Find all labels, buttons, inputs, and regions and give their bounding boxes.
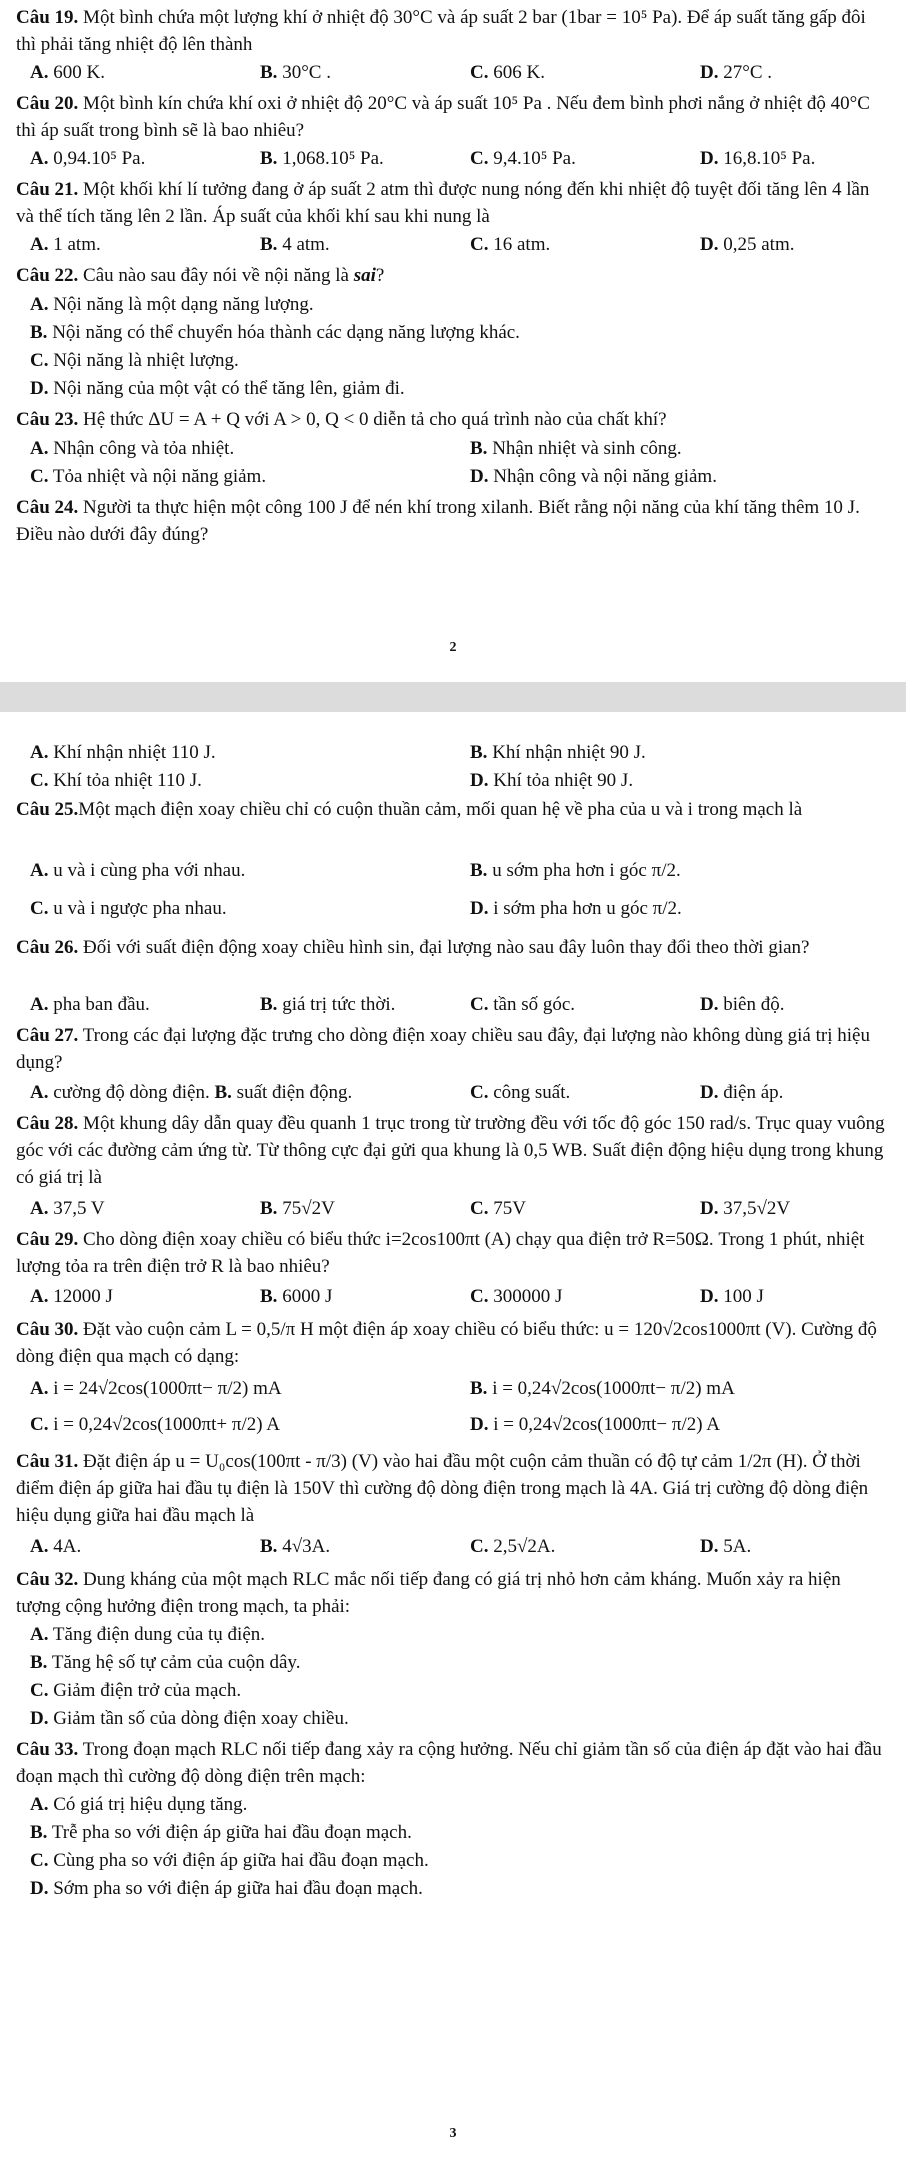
- question-32: Câu 32. Dung kháng của một mạch RLC mắc nối tiếp đang có giá trị nhỏ hơn cảm kháng. Muốn xảy ra hiện tượng cộng hưởng điện trong mạch, ta phải:: [16, 1569, 841, 1617]
- option-32c: C. Giảm điện trở của mạch.: [30, 1680, 242, 1701]
- question-28: Câu 28. Một khung dây dẫn quay đều quanh 1 trục trong từ trường đều với tốc độ góc 150 rad/s. Trục quay vuông góc với các đường cảm ứng từ. Từ thông cực đại gửi qua khung là 0,5 WB. Suất điện động hiệu dụng trong khung có giá trị là: [16, 1113, 885, 1188]
- question-23: Câu 23. Hệ thức ΔU = A + Q với A > 0, Q < 0 diễn tả cho quá trình nào của chất khí?: [16, 409, 667, 430]
- question-21: Câu 21. Một khối khí lí tưởng đang ở áp suất 2 atm thì được nung nóng đến khi nhiệt độ tuyệt đối tăng lên 4 lần và thể tích tăng lên 2 lần. Áp suất của khối khí sau khi nung là: [16, 179, 870, 227]
- option-33d: D. Sớm pha so với điện áp giữa hai đầu đoạn mạch.: [30, 1878, 423, 1899]
- question-25: Câu 25.Một mạch điện xoay chiều chỉ có cuộn thuần cảm, mối quan hệ về pha của u và i trong mạch là: [16, 799, 803, 820]
- question-27: Câu 27. Trong các đại lượng đặc trưng cho dòng điện xoay chiều sau đây, đại lượng nào không dùng giá trị hiệu dụng?: [16, 1025, 870, 1073]
- option-32d: D. Giảm tần số của dòng điện xoay chiều.: [30, 1708, 349, 1729]
- question-31: Câu 31. Đặt điện áp u = U₀cos(100πt - π/3) (V) vào hai đầu một cuộn cảm thuần có độ tự cảm 1/2π (H). Ở thời điểm điện áp giữa hai đầu tụ điện là 150V thì cường độ dòng điện trong mạch là 4A. Giá trị cường độ dòng điện hiệu dụng giữa hai đầu mạch là: [16, 1451, 869, 1526]
- question-26: Câu 26. Đối với suất điện động xoay chiều hình sin, đại lượng nào sau đây luôn thay đổi theo thời gian?: [16, 937, 810, 958]
- option-33b: B. Trễ pha so với điện áp giữa hai đầu đoạn mạch.: [30, 1822, 412, 1843]
- question-20: Câu 20. Một bình kín chứa khí oxi ở nhiệt độ 20°C và áp suất 10⁵ Pa . Nếu đem bình phơi nắng ở nhiệt độ 40°C thì áp suất trong bình sẽ là bao nhiêu?: [16, 93, 870, 141]
- question-33: Câu 33. Trong đoạn mạch RLC nối tiếp đang xảy ra cộng hưởng. Nếu chỉ giảm tần số của điện áp đặt vào hai đầu đoạn mạch thì cường độ dòng điện trên mạch:: [16, 1739, 882, 1787]
- option-22c: C. Nội năng là nhiệt lượng.: [30, 350, 239, 371]
- option-32a: A. Tăng điện dung của tụ điện.: [30, 1624, 266, 1645]
- page-number: 3: [449, 2126, 457, 2141]
- option-33c: C. Cùng pha so với điện áp giữa hai đầu đoạn mạch.: [30, 1850, 429, 1871]
- question-30: Câu 30. Đặt vào cuộn cảm L = 0,5/π H một điện áp xoay chiều có biểu thức: u = 120√2cos1000πt (V). Cường độ dòng điện qua mạch có dạng:: [16, 1319, 877, 1367]
- option-32b: B. Tăng hệ số tự cảm của cuộn dây.: [30, 1652, 301, 1673]
- question-24: Câu 24. Người ta thực hiện một công 100 J để nén khí trong xilanh. Biết rằng nội năng của khí tăng thêm 10 J. Điều nào dưới đây đúng?: [16, 497, 860, 545]
- page-3: A. Khí nhận nhiệt 110 J. B. Khí nhận nhiệt 90 J. C. Khí tỏa nhiệt 110 J. D. Khí tỏa nhiệt 90 J. Câu 25.Một mạch điện xoay chiều chỉ có cuộn thuần cảm, mối quan hệ về pha của u và i trong mạch là A. u và i cùng pha với nhau. B. u sớm pha hơn i góc π/2. C. u và i ngược pha nhau. D. i sớm pha hơn u góc π/2. Câu 26. Đối với suất điện động xoay chiều hình sin, đại lượng nào sau đây luôn thay đổi theo thời gian? A. pha ban đầu. B. giá trị tức thời. C. tần số góc. D. biên độ. Câu 27. Trong các đại lượng đặc trưng cho dòng điện xoay chiều sau đây, đại lượng nào không dùng giá trị hiệu dụng? A. cường độ dòng điện. B. suất điện động. C. công suất. D. điện áp. Câu 28. Một khung dây dẫn quay đều quanh 1 trục trong từ trường đều với tốc độ góc 150 rad/s. Trục quay vuông góc với các đường cảm ứng từ. Từ thông cực đại gửi qua khung là 0,5 WB. Suất điện động hiệu dụng trong khung có giá trị là A. 37,5 V B. 75√2V C. 75V D. 37,5√2V Câu 29. Cho dòng điện xoay chiều có biểu thức i=2cos100πt (A) chạy qua điện trở R=50Ω. Trong 1 phút, nhiệt lượng tỏa ra trên điện trở R là bao nhiêu? A. 12000 J B. 6000 J C. 300000 J D. 100 J Câu 30. Đặt vào cuộn cảm L = 0,5/π H một điện áp xoay chiều có biểu thức: u = 120√2cos1000πt (V). Cường độ dòng điện qua mạch có dạng: A. i = 24√2cos(1000πt− π/2) mA B. i = 0,24√2cos(1000πt− π/2) mA C. i = 0,24√2cos(1000πt+ π/2) A D. i = 0,24√2cos(1000πt− π/2) A Câu 31. Đặt điện áp u = U₀cos(100πt - π/3) (V) vào hai đầu một cuộn cảm thuần có độ tự cảm 1/2π (H). Ở thời điểm điện áp giữa hai đầu tụ điện là 150V thì cường độ dòng điện trong mạch là 4A. Giá trị cường độ dòng điện hiệu dụng giữa hai đầu mạch là A. 4A. B. 4√3A. C. 2,5√2A. D. 5A. Câu 32. Dung kháng của một mạch RLC mắc nối tiếp đang có giá trị nhỏ hơn cảm kháng. Muốn xảy ra hiện tượng cộng hưởng điện trong mạch, ta phải: A. Tăng điện dung của tụ điện. B. Tăng hệ số tự cảm của cuộn dây. C. Giảm điện trở của mạch. D. Giảm tần số của dòng điện xoay chiều. Câu 33. Trong đoạn mạch RLC nối tiếp đang xảy ra cộng hưởng. Nếu chỉ giảm tần số của điện áp đặt vào hai đầu đoạn mạch thì cường độ dòng điện trên mạch: A. Có giá trị hiệu dụng tăng. B. Trễ pha so với điện áp giữa hai đầu đoạn mạch. C. Cùng pha so với điện áp giữa hai đầu đoạn mạch. D. Sớm pha so với điện áp giữa hai đầu đoạn mạch. 3: [0, 712, 906, 2162]
- page-number: 2: [449, 640, 457, 655]
- option-22b: B. Nội năng có thể chuyển hóa thành các dạng năng lượng khác.: [30, 322, 520, 343]
- page-2: Câu 19. Một bình chứa một lượng khí ở nhiệt độ 30°C và áp suất 2 bar (1bar = 10⁵ Pa). Để áp suất tăng gấp đôi thì phải tăng nhiệt độ lên thành A. 600 K. B. 30°C . C. 606 K. D. 27°C . Câu 20. Một bình kín chứa khí oxi ở nhiệt độ 20°C và áp suất 10⁵ Pa . Nếu đem bình phơi nắng ở nhiệt độ 40°C thì áp suất trong bình sẽ là bao nhiêu? A. 0,94.10⁵ Pa. B. 1,068.10⁵ Pa. C. 9,4.10⁵ Pa. D. 16,8.10⁵ Pa. Câu 21. Một khối khí lí tưởng đang ở áp suất 2 atm thì được nung nóng đến khi nhiệt độ tuyệt đối tăng lên 4 lần và thể tích tăng lên 2 lần. Áp suất của khối khí sau khi nung là A. 1 atm. B. 4 atm. C. 16 atm. D. 0,25 atm. Câu 22. Câu nào sau đây nói về nội năng là sai? A. Nội năng là một dạng năng lượng. B. Nội năng có thể chuyển hóa thành các dạng năng lượng khác. C. Nội năng là nhiệt lượng. D. Nội năng của một vật có thể tăng lên, giảm đi. Câu 23. Hệ thức ΔU = A + Q với A > 0, Q < 0 diễn tả cho quá trình nào của chất khí? A. Nhận công và tỏa nhiệt. B. Nhận nhiệt và sinh công. C. Tỏa nhiệt và nội năng giảm. D. Nhận công và nội năng giảm. Câu 24. Người ta thực hiện một công 100 J để nén khí trong xilanh. Biết rằng nội năng của khí tăng thêm 10 J. Điều nào dưới đây đúng? 2: [0, 0, 906, 682]
- page-separator: [0, 682, 906, 712]
- option-22a: A. Nội năng là một dạng năng lượng.: [30, 294, 314, 315]
- question-19: Câu 19. Một bình chứa một lượng khí ở nhiệt độ 30°C và áp suất 2 bar (1bar = 10⁵ Pa). Để áp suất tăng gấp đôi thì phải tăng nhiệt độ lên thành: [16, 7, 866, 55]
- option-33a: A. Có giá trị hiệu dụng tăng.: [30, 1794, 248, 1815]
- question-29: Câu 29. Cho dòng điện xoay chiều có biểu thức i=2cos100πt (A) chạy qua điện trở R=50Ω. Trong 1 phút, nhiệt lượng tỏa ra trên điện trở R là bao nhiêu?: [16, 1229, 865, 1277]
- question-22: Câu 22. Câu nào sau đây nói về nội năng là sai?: [16, 265, 385, 286]
- option-22d: D. Nội năng của một vật có thể tăng lên, giảm đi.: [30, 378, 405, 399]
